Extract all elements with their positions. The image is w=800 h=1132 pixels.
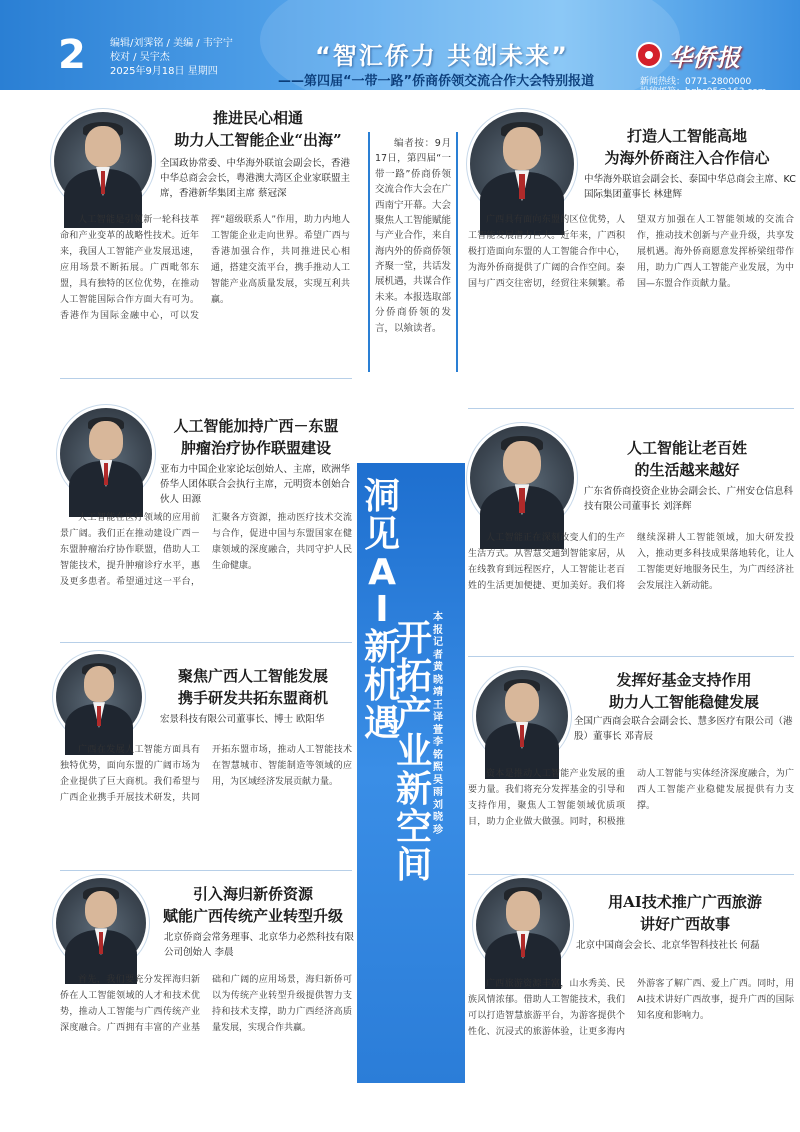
article-byline: 宏景科技有限公司董事长、博士 欧阳华: [160, 714, 325, 725]
article-body: 广西旅游资源丰富，山水秀美、民族风情浓郁。借助人工智能技术，我们可以打造智慧旅游平台，为游客提供个性化、沉浸式的旅游体验，让更多海内外游客了解广西、爱上广西。同时，用AI技术讲好广西故事，提升广西的国际知名度和影响力。: [468, 979, 794, 1038]
article-liu-zehui: [462, 412, 800, 652]
article-byline: 中华海外联谊会副会长、泰国中华总商会主席、KC国际集团董事长 林建辉: [584, 174, 796, 201]
section-divider: [468, 874, 794, 875]
logo-emblem-icon: [636, 42, 662, 68]
date-line: 2025年9月18日 星期四: [110, 66, 218, 77]
article-byline: 全国广西商会联合会副会长、慧多医疗有限公司（港股）董事长 邓青辰: [574, 716, 793, 743]
article-title: 人工智能加持广西－东盟 肿瘤治疗协作联盟建设: [173, 417, 339, 457]
editor-note-box: [368, 132, 458, 372]
banner-headline-part-a: 洞见AI新机遇: [364, 476, 401, 744]
news-hotline: 新闻热线：0771-2800000: [640, 77, 752, 87]
article-body: 人工智能在医疗领域的应用前景广阔。我们正在推动建设广西－东盟肿瘤治疗协作联盟，借助人工智能技术，提升肿瘤诊疗水平，惠及更多患者。希望通过这一平台，汇聚各方资源，推动医疗技术交流与合作，促进中国与东盟国家在健康领域的深度融合，共同守护人民生命健康。: [60, 513, 352, 588]
article-body: 首先，我们要充分发挥海归新侨在人工智能领域的人才和技术优势，推动人工智能与广西传统产业深度融合。广西拥有丰富的产业基础和广阔的应用场景，海归新侨可以为传统产业转型升级提供智力支持和技术支撑，助力广西经济高质量发展，实现合作共赢。: [60, 975, 352, 1034]
article-byline: 北京中国商会会长、北京华智科技社长 何磊: [576, 940, 760, 951]
article-byline: 北京侨商会常务理事、北京华力必然科技有限公司创始人 李晨: [164, 932, 355, 959]
editor-line: 编辑/刘霁铭 / 美编 / 韦宇宁: [110, 38, 233, 49]
article-title: 人工智能让老百姓 的生活越来越好: [626, 439, 747, 479]
article-deng-qingchen: [462, 660, 800, 870]
article-title: 打造人工智能高地 为海外侨商注入合作信心: [604, 127, 770, 167]
newspaper-logo: [636, 40, 786, 72]
article-ouyang-hua: [0, 646, 358, 866]
portrait-photo: [470, 112, 574, 216]
newspaper-name: 华侨报: [668, 43, 740, 72]
article-he-lei: [462, 878, 800, 1124]
article-title: 推进民心相通 助力人工智能企业“出海”: [174, 109, 342, 149]
banner-reporters: 本报记者 黄晓靖 王译萱 李铭熙 吴雨 刘晓珍: [433, 612, 443, 836]
section-divider: [468, 656, 794, 657]
article-body: 广西在发展人工智能方面具有独特优势，面向东盟的广阔市场为企业提供了巨大商机。我们希望与广西企业携手开展技术研发，共同开拓东盟市场，推动人工智能技术在智慧城市、智能制造等领域的应用，为区域经济发展贡献力量。: [60, 745, 352, 804]
section-divider: [60, 378, 352, 379]
special-report-slogan: “智汇侨力 共创未来”: [315, 42, 569, 70]
article-body: 资本是推动人工智能产业发展的重要力量。我们将充分发挥基金的引导和支持作用，聚焦人工智能领域优质项目，助力企业做大做强。同时，积极推动人工智能与实体经济深度融合，为广西人工智能产业稳健发展提供有力支撑。: [468, 769, 794, 828]
section-divider: [60, 870, 352, 871]
portrait-photo: [476, 878, 570, 972]
article-title: 聚焦广西人工智能发展 携手研发共拓东盟商机: [177, 667, 328, 707]
portrait-photo: [56, 878, 146, 968]
article-title: 发挥好基金支持作用 助力人工智能稳健发展: [608, 671, 759, 711]
page-number: 2: [58, 32, 86, 78]
article-byline: 亚布力中国企业家论坛创始人、主席，欧洲华侨华人团体联合会执行主席，元明资本创始合伙人 田源: [160, 464, 351, 506]
article-title: 用AI技术推广广西旅游 讲好广西故事: [608, 893, 762, 933]
submission-email: 投稿邮箱：hqbs95@163.com: [640, 87, 767, 97]
article-body: 人工智能是引领新一轮科技革命和产业变革的战略性技术。近年来，我国人工智能产业发展迅速，应用场景不断拓展。广西毗邻东盟，具有独特的区位优势，在推动人工智能国际合作方面大有可为。香港作为国际金融中心，可以发挥“超级联系人”作用，助力内地人工智能企业走向世界。希望广西与香港加强合作，共同推进民心相通，搭建交流平台，携手推动人工智能产业高质量发展，实现互利共赢。: [60, 215, 350, 322]
special-report-subtitle: ——第四届“一带一路”侨商侨领交流合作大会特别报道: [278, 74, 595, 89]
article-lin-jianhui: [462, 92, 800, 392]
article-byline: 广东省侨商投资企业协会副会长、广州安仓信息科技有限公司董事长 刘泽辉: [584, 486, 794, 513]
portrait-photo: [54, 112, 152, 210]
article-body: 人工智能正在深刻改变人们的生产生活方式。从智慧交通到智能家居，从在线教育到远程医疗，人工智能让老百姓的生活更加便捷、更加美好。我们将继续深耕人工智能领域，加大研发投入，推动更多科技成果落地转化，让人工智能更好地服务民生，为广西经济社会发展注入新动能。: [468, 533, 794, 592]
portrait-photo: [56, 654, 142, 740]
portrait-photo: [476, 670, 568, 762]
portrait-photo: [470, 426, 574, 530]
banner-headline-part-b: 开拓产业新空间: [396, 618, 433, 886]
article-title: 引入海归新侨资源 赋能广西传统产业转型升级: [162, 885, 343, 925]
portrait-photo: [60, 408, 152, 500]
article-body: 广西具有面向东盟的区位优势，人工智能发展潜力巨大。近年来，广西积极打造面向东盟的人工智能合作中心，为海外侨商提供了广阔的合作空间。泰国与广西交往密切，经贸往来频繁。希望双方加强在人工智能领域的交流合作，推动技术创新与产业升级，共享发展机遇。海外侨商愿意发挥桥梁纽带作用，助力广西人工智能产业发展，为中国—东盟合作贡献力量。: [468, 215, 794, 290]
section-divider: [60, 642, 352, 643]
section-divider: [468, 408, 794, 409]
article-cai-guanshen: [0, 92, 360, 362]
article-byline: 全国政协常委、中华海外联谊会副会长，香港中华总商会会长，粤港澳大湾区企业家联盟主席，香港新华集团主席 蔡冠深: [160, 158, 351, 200]
editor-note-text: 编者按：9月17日，第四届“一带一路”侨商侨领交流合作大会在广西南宁开幕。大会聚焦人工智能赋能与产业合作，来自海内外的侨商侨领齐聚一堂，共话发展机遇，共谋合作未来。本报选取部分侨商侨领的发言，以飨读者。: [375, 138, 452, 334]
article-tian-yuan: [0, 388, 358, 638]
article-li-chen: [0, 874, 358, 1124]
masthead: [0, 0, 800, 97]
proofreader-line: 校对 / 吴宇杰: [110, 52, 170, 63]
